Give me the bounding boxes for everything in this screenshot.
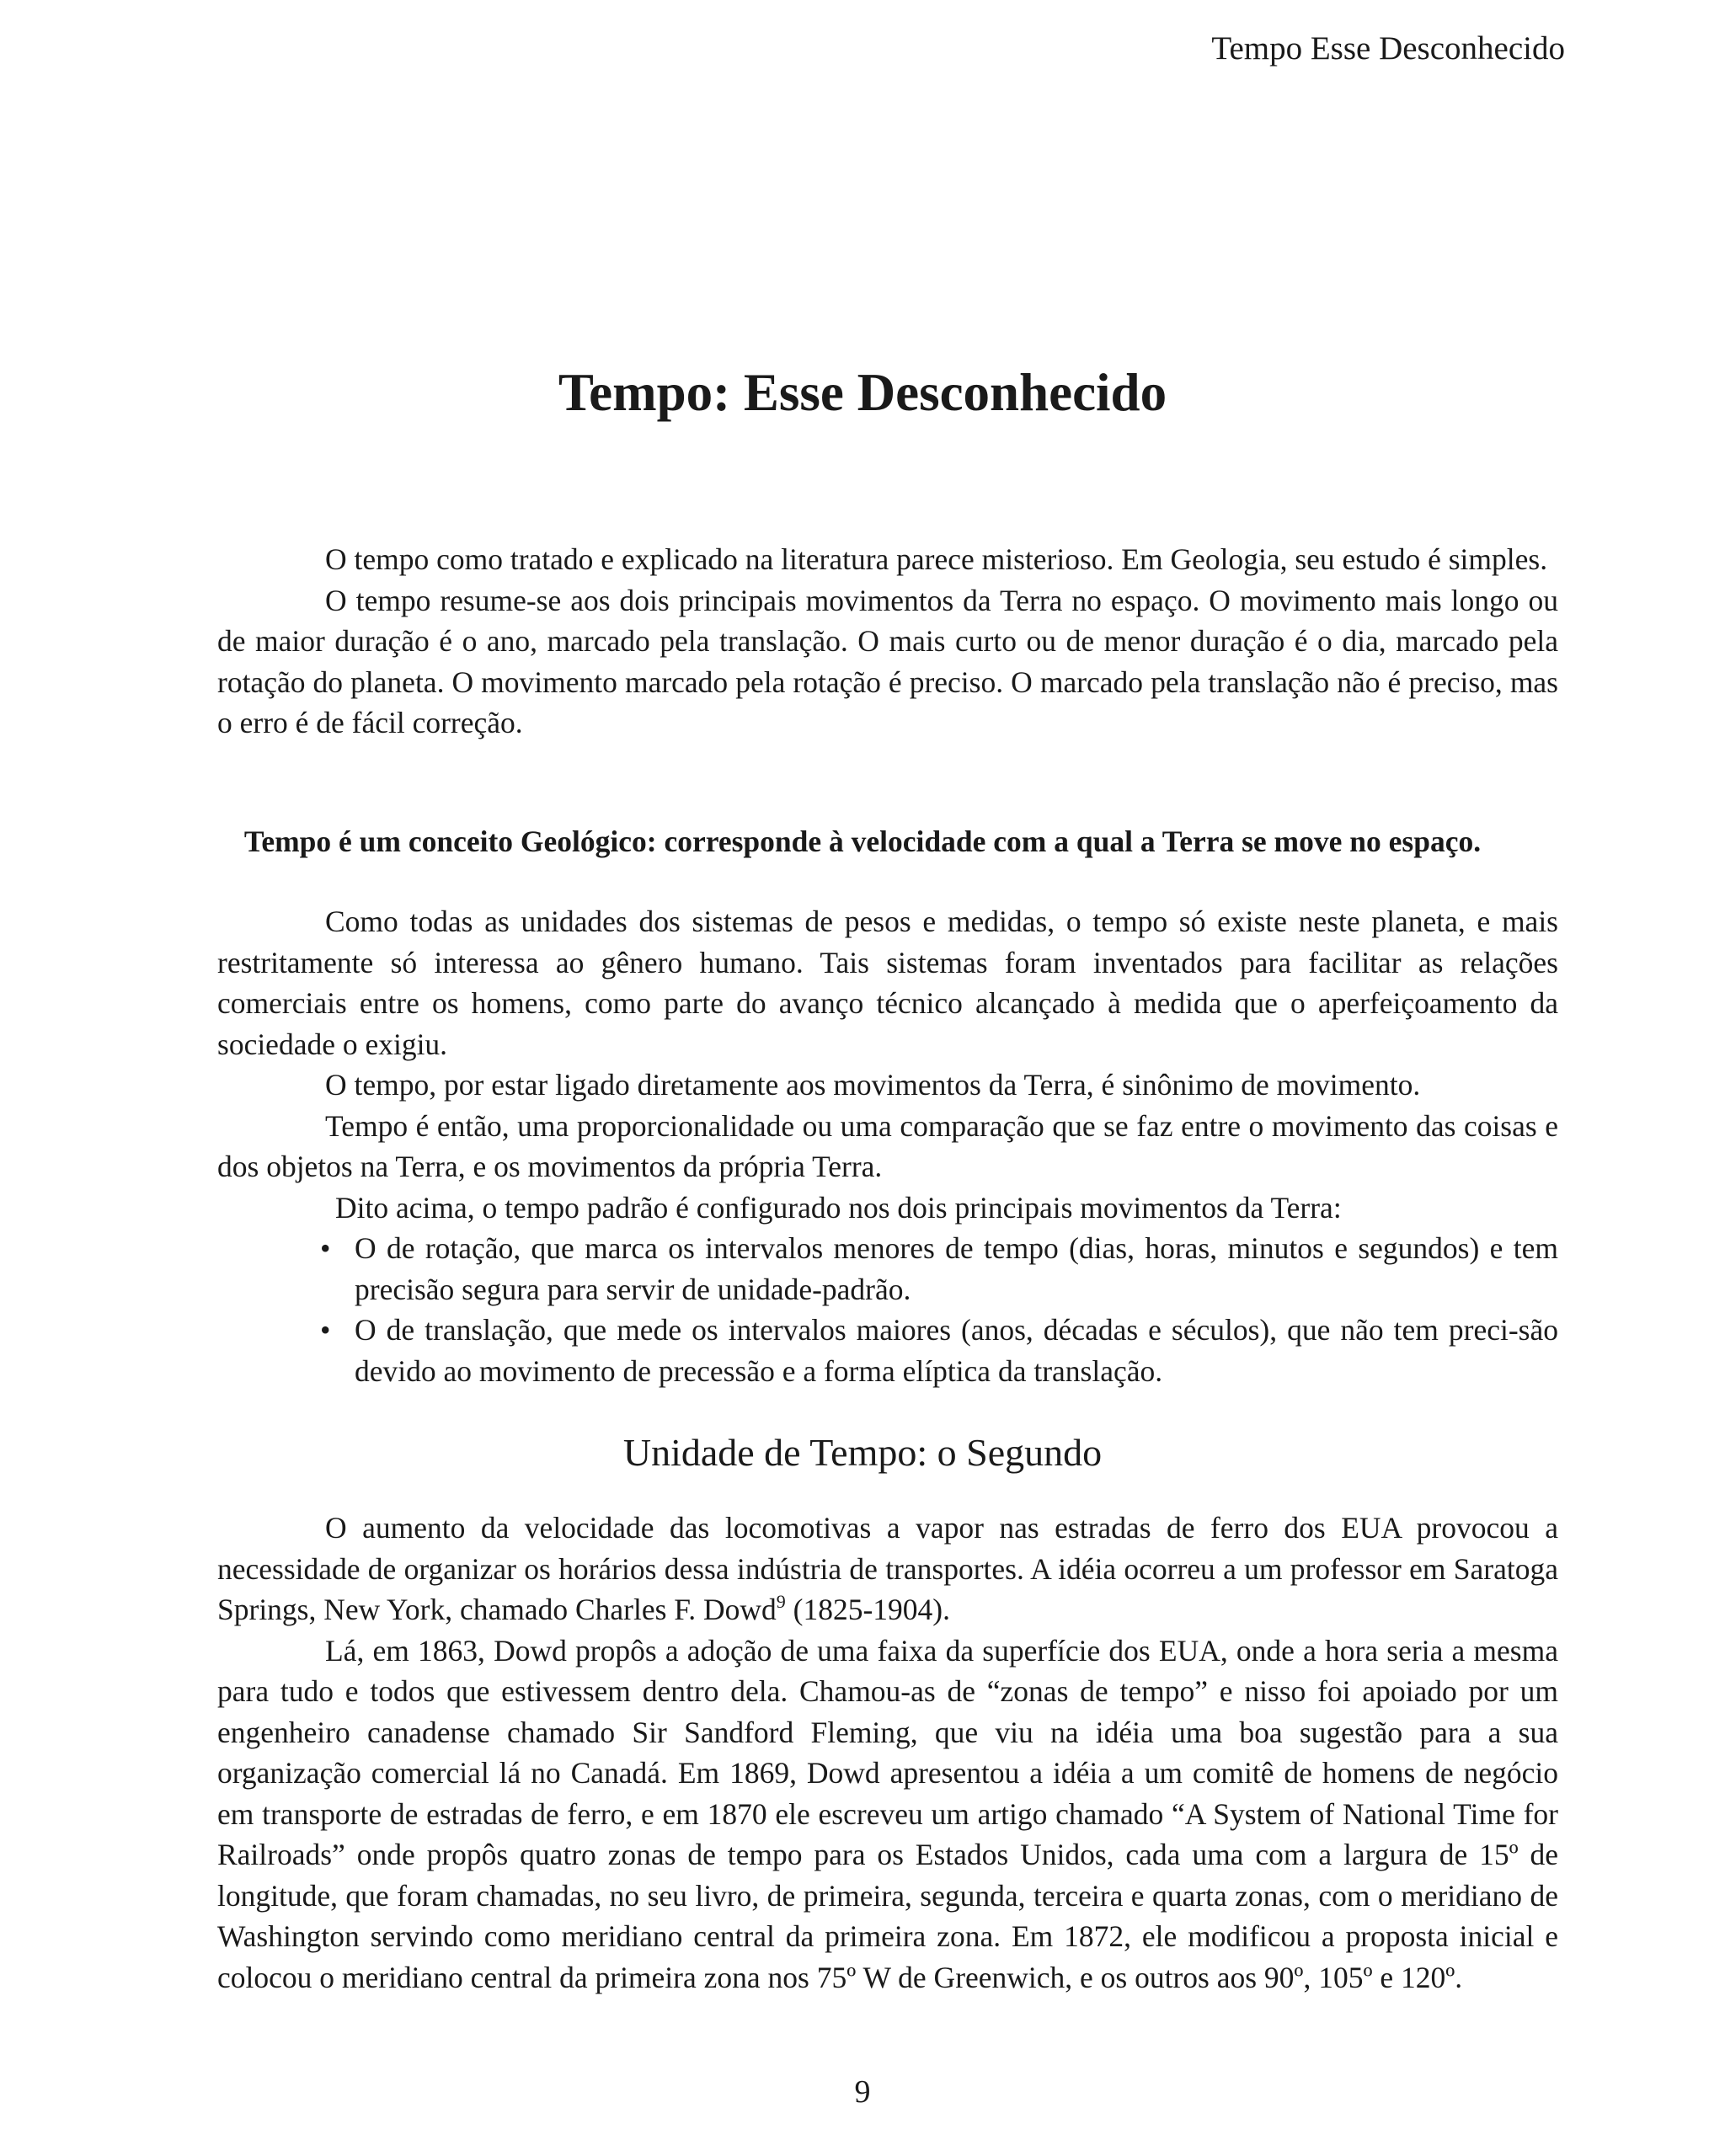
body-paragraph-1: Como todas as unidades dos sistemas de pesos e medidas, o tempo só existe neste planeta, e mais restritamente só interessa ao gênero humano. Tais sistemas foram inventados para facilitar as relações comerciais entre os homens, como parte do avanço técnico alcançado à medida que o aperfeiçoamento da sociedade o exigiu. bbox=[217, 905, 1558, 1061]
body-section bbox=[217, 901, 1558, 1391]
section-paragraph-1 bbox=[217, 1508, 1558, 1630]
bullet-text-rotation: O de rotação, que marca os intervalos menores de tempo (dias, horas, minutos e segundos) e tem precisão segura para servir de unidade-padrão. bbox=[355, 1231, 1558, 1306]
section-body bbox=[217, 1508, 1558, 1998]
bullet-text-translation: O de translação, que mede os intervalos maiores (anos, décadas e séculos), que não tem preci-são devido ao movimento de precessão e a forma elíptica da translação. bbox=[355, 1313, 1558, 1388]
intro-section bbox=[217, 539, 1558, 744]
bullet-list bbox=[217, 1228, 1558, 1391]
intro-paragraph-1: O tempo como tratado e explicado na literatura parece misterioso. Em Geologia, seu estudo é simples. bbox=[325, 542, 1548, 576]
body-paragraph-2: O tempo, por estar ligado diretamente aos movimentos da Terra, é sinônimo de movimento. bbox=[325, 1068, 1421, 1102]
list-item bbox=[217, 1310, 1558, 1391]
body-paragraph-3: Tempo é então, uma proporcionalidade ou uma comparação que se faz entre o movimento das coisas e dos objetos na Terra, e os movimentos da própria Terra. bbox=[217, 1108, 1558, 1183]
emphasis-statement: Tempo é um conceito Geológico: corresponde à velocidade com a qual a Terra se move no espaço. bbox=[243, 825, 1482, 858]
section-paragraph-1-text: O aumento da velocidade das locomotivas a vapor nas estradas de ferro dos EUA provocou a necessidade de organizar os horários dessa indústria de transportes. A idéia ocorreu a um professor em Saratoga Springs, New York, chamado Charles F. Dowd bbox=[217, 1511, 1558, 1626]
section-paragraph-2: Lá, em 1863, Dowd propôs a adoção de uma faixa da superfície dos EUA, onde a hora seria a mesma para tudo e todos que estivessem dentro dela. Chamou-as de “zonas de tempo” e nisso foi apoiado por um engenheiro canadense chamado Sir Sandford Fleming, que viu na idéia uma boa sugestão para a sua organização comercial lá no Canadá. Em 1869, Dowd apresentou a idéia a um comitê de homens de negócio em transporte de estradas de ferro, e em 1870 ele escreveu um artigo chamado “A System of National Time for Railroads” onde propôs quatro zonas de tempo para os Estados Unidos, cada uma com a largura de 15º de longitude, que foram chamadas, no seu livro, de primeira, segunda, terceira e quarta zonas, com o meridiano de Washington servindo como meridiano central da primeira zona. Em 1872, ele modificou a proposta inicial e colocou o meridiano central da primeira zona nos 75º W de Greenwich, e os outros aos 90º, 105º e 120º. bbox=[217, 1633, 1558, 1994]
intro-paragraph-2: O tempo resume-se aos dois principais movimentos da Terra no espaço. O movimento mais longo ou de maior duração é o ano, marcado pela translação. O mais curto ou de menor duração é o dia, marcado pela rotação do planeta. O movimento marcado pela rotação é preciso. O marcado pela translação não é preciso, mas o erro é de fácil correção. bbox=[217, 583, 1558, 739]
section-heading: Unidade de Tempo: o Segundo bbox=[622, 1431, 1103, 1474]
list-item bbox=[217, 1228, 1558, 1310]
page-number: 9 bbox=[854, 2074, 871, 2110]
bullet-icon: • bbox=[320, 1231, 331, 1265]
bullet-icon: • bbox=[320, 1313, 331, 1347]
body-paragraph-4: Dito acima, o tempo padrão é configurado nos dois principais movimentos da Terra: bbox=[335, 1190, 1342, 1225]
running-header: Tempo Esse Desconhecido bbox=[1211, 30, 1565, 67]
section-paragraph-1-end: (1825-1904). bbox=[785, 1593, 950, 1626]
page-title: Tempo: Esse Desconhecido bbox=[558, 363, 1167, 422]
footnote-marker: 9 bbox=[776, 1591, 786, 1612]
